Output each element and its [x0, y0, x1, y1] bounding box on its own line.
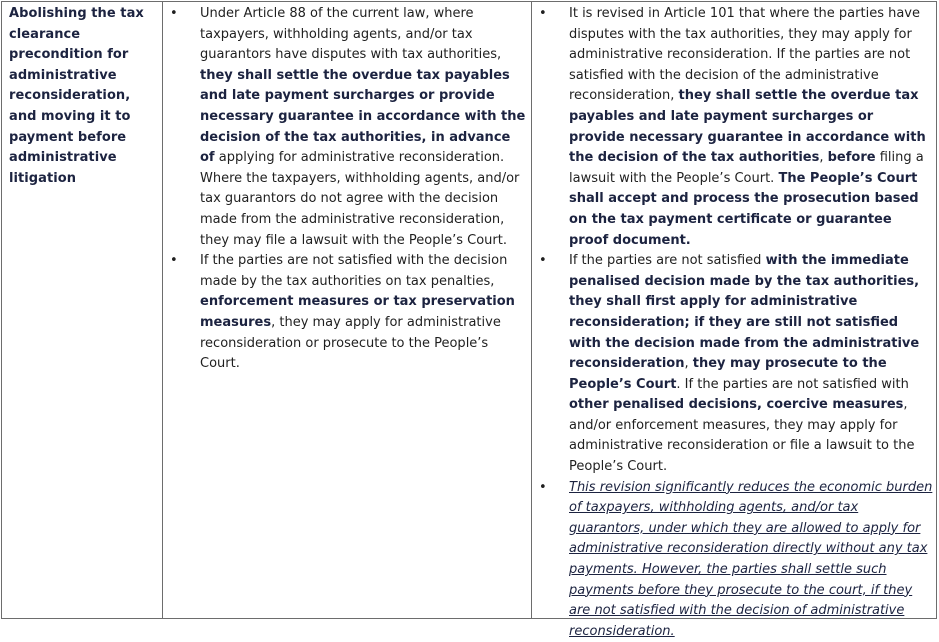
topic-cell — [2, 2, 163, 618]
list-item: • Under Article 88 of the current law, where taxpayers, withholding agents, and/or tax guarantors have disputes with tax authorities, they shall settle the overdue tax payables and late payment surcharges or provide necessary guarantee in accordance with the decision of the tax authorities, in advance of applying for administrative reconsideration. Where the taxpayers, withholding agents, and/or tax guarantors do not agree with the decision made from the administrative reconsideration, they may file a lawsuit with the People’s Court. — [170, 6, 526, 248]
bullet-icon: • — [539, 253, 547, 269]
current-law-cell — [163, 2, 532, 618]
bullet-icon: • — [539, 6, 547, 21]
list-item: • If the parties are not satisfied with the decision made by the tax authorities on tax penalties, enforcement measures or tax preservation measures, they may apply for administrative reconsideration or prosecute to the People’s Court. — [170, 253, 515, 372]
comparison-table — [1, 1, 937, 639]
list-item: • It is revised in Article 101 that where the parties have disputes with the tax authorities, they may apply for administrative reconsideration. If the parties are not satisfied with the decision of the administrative reconsideration, they shall settle the overdue tax payables and late payment surcharges or provide necessary guarantee in accordance with the decision of the tax authorities, before filing a lawsuit with the People’s Court. The People’s Court shall accept and process the prosecution based on the tax payment certificate or guarantee proof document. — [539, 6, 926, 248]
list-item: • If the parties are not satisfied with the immediate penalised decision made by the tax authorities, they shall first apply for administrative reconsideration; if they are still not satisfied with the decision made from the administrative reconsideration, they may prosecute to the People’s Court. If the parties are not satisfied with other penalised decisions, coercive measures, and/or enforcement measures, they may apply for administrative reconsideration or file a lawsuit to the People’s Court. — [539, 253, 920, 475]
revision-list — [532, 4, 937, 642]
current-law-list — [163, 4, 531, 375]
commentary-note: This revision significantly reduces the economic burden of taxpayers, withholding agents, and/or tax guarantors, under which they are allowed to apply for administrative reconsideration directly without any tax payments. However, the parties shall settle such payments before they prosecute to the court, if they are not satisfied with the decision of administrative reconsideration. — [569, 479, 933, 639]
bullet-icon: • — [170, 253, 178, 269]
bullet-icon: • — [539, 479, 547, 495]
bullet-icon: • — [170, 6, 178, 21]
topic-heading: Abolishing the tax clearance precondition for administrative reconsideration, and moving it to payment before administrative litigation — [9, 6, 144, 186]
revision-cell — [532, 2, 937, 639]
list-item — [532, 478, 937, 642]
